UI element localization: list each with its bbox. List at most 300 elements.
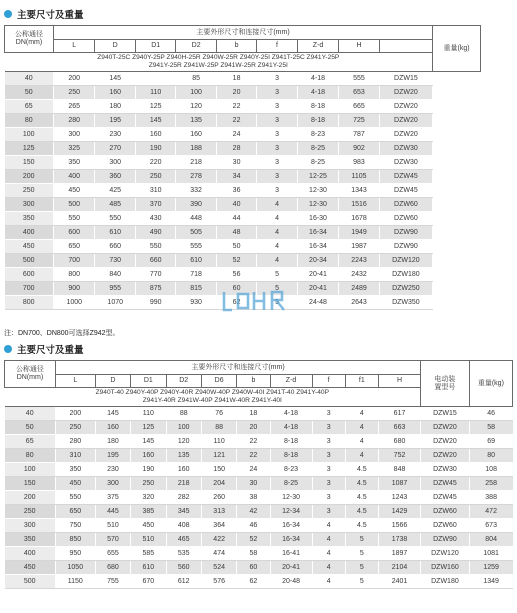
- table-cell: 510: [95, 519, 130, 533]
- table-cell: 8-25: [297, 142, 339, 156]
- table-cell: 2489: [339, 282, 379, 296]
- column-header: D1: [135, 40, 175, 53]
- dn-cell: 600: [5, 268, 54, 282]
- table-cell: DZW20: [379, 86, 432, 100]
- table-cell: DZW20: [421, 435, 470, 449]
- table-cell: 350: [53, 156, 95, 170]
- table-cell: 60: [237, 561, 270, 575]
- table-cell: 3: [257, 156, 297, 170]
- table-cell: DZW45: [421, 491, 470, 505]
- table-cell: 8-25: [270, 477, 312, 491]
- header-device-label2: 置型号: [434, 383, 456, 391]
- dn-cell: 400: [5, 226, 54, 240]
- table-cell: 653: [339, 86, 379, 100]
- table-cell: 4-18: [297, 72, 339, 86]
- table-cell: 4: [345, 449, 378, 463]
- table-cell: 360: [95, 170, 135, 184]
- table-cell: 3: [257, 184, 297, 198]
- table-cell: 612: [166, 575, 201, 589]
- table-cell: 4.5: [345, 491, 378, 505]
- table-cell: DZW20: [379, 128, 432, 142]
- table-cell: 930: [176, 296, 216, 310]
- header-main-dimensions: 主要外形尺寸和连接尺寸(mm): [53, 26, 432, 40]
- table-cell: 4: [312, 533, 345, 547]
- table-cell: 145: [95, 407, 130, 421]
- column-header: D: [95, 375, 130, 388]
- table-cell: 278: [176, 170, 216, 184]
- dn-cell: 250: [5, 505, 56, 519]
- table-row: [5, 407, 513, 421]
- header-dn-unit: DN(mm): [15, 39, 43, 46]
- table-cell: 610: [131, 561, 166, 575]
- table-row: [5, 533, 513, 547]
- table-cell: 875: [135, 282, 175, 296]
- table-cell: 265: [53, 100, 95, 114]
- column-header: f1: [345, 375, 378, 388]
- table-cell: 5: [345, 561, 378, 575]
- column-header: b: [216, 40, 256, 53]
- table-row: [5, 477, 513, 491]
- table-cell: 4: [257, 240, 297, 254]
- table-cell: 600: [53, 226, 95, 240]
- table-cell: DZW60: [421, 519, 470, 533]
- table-row: [5, 184, 513, 198]
- header-weight: 重量(kg): [433, 26, 481, 72]
- table-cell: 88: [201, 421, 236, 435]
- dn-cell: 350: [5, 212, 54, 226]
- table-cell: 80: [469, 449, 512, 463]
- table-cell: 16-34: [270, 533, 312, 547]
- table-cell: 535: [166, 547, 201, 561]
- table-cell: 1897: [378, 547, 420, 561]
- column-header: f: [312, 375, 345, 388]
- table-cell: 250: [53, 86, 95, 100]
- table-cell: 50: [216, 240, 256, 254]
- table-cell: DZW60: [379, 212, 432, 226]
- table-cell: DZW120: [421, 547, 470, 561]
- table-cell: DZW350: [379, 296, 432, 310]
- table-cell: 313: [201, 505, 236, 519]
- table-cell: 3: [312, 421, 345, 435]
- table-cell: 4.5: [345, 463, 378, 477]
- table-cell: 4: [345, 421, 378, 435]
- table-cell: 3: [257, 142, 297, 156]
- table-cell: 20: [216, 86, 256, 100]
- table-cell: DZW90: [421, 533, 470, 547]
- table-cell: 190: [131, 463, 166, 477]
- table-cell: 408: [166, 519, 201, 533]
- table-cell: 2401: [378, 575, 420, 589]
- dn-cell: 125: [5, 142, 54, 156]
- table-cell: 100: [166, 421, 201, 435]
- table-cell: 58: [469, 421, 512, 435]
- table-cell: 555: [339, 72, 379, 86]
- table-cell: 145: [135, 114, 175, 128]
- table-cell: 5: [345, 575, 378, 589]
- dn-cell: 100: [5, 128, 54, 142]
- table-cell: 4: [257, 212, 297, 226]
- table-cell: 670: [131, 575, 166, 589]
- table-cell: 300: [53, 128, 95, 142]
- table-cell: 375: [95, 491, 130, 505]
- table-cell: 88: [166, 407, 201, 421]
- table-cell: 325: [53, 142, 95, 156]
- table-cell: 665: [339, 100, 379, 114]
- dn-cell: 300: [5, 198, 54, 212]
- dn-cell: 200: [5, 170, 54, 184]
- table-cell: 282: [166, 491, 201, 505]
- blue-dot-icon: [4, 10, 12, 18]
- table-cell: 576: [201, 575, 236, 589]
- table-cell: 16-30: [297, 212, 339, 226]
- table-cell: 195: [95, 114, 135, 128]
- table-cell: 1243: [378, 491, 420, 505]
- table-cell: 258: [469, 477, 512, 491]
- table-cell: 320: [131, 491, 166, 505]
- table-cell: 42: [237, 505, 270, 519]
- table-cell: 8-23: [270, 463, 312, 477]
- table-cell: 490: [135, 226, 175, 240]
- table-cell: 4.5: [345, 519, 378, 533]
- table-cell: 770: [135, 268, 175, 282]
- table-cell: 250: [55, 421, 95, 435]
- spec-table-1: [4, 25, 513, 310]
- table-cell: 900: [53, 282, 95, 296]
- table-cell: 24: [237, 463, 270, 477]
- table-row: [5, 561, 513, 575]
- table-cell: 345: [166, 505, 201, 519]
- table-cell: 448: [176, 212, 216, 226]
- column-header: L: [55, 375, 95, 388]
- table-cell: DZW30: [379, 156, 432, 170]
- table-cell: 46: [237, 519, 270, 533]
- column-header: f: [257, 40, 297, 53]
- table-cell: DZW45: [379, 170, 432, 184]
- table-cell: 2104: [378, 561, 420, 575]
- table-cell: 100: [176, 86, 216, 100]
- table-cell: DZW60: [421, 505, 470, 519]
- column-header: D: [95, 40, 135, 53]
- table-cell: 4: [312, 575, 345, 589]
- table-cell: 680: [95, 561, 130, 575]
- table-cell: 663: [378, 421, 420, 435]
- table-cell: 22: [216, 100, 256, 114]
- table-cell: DZW20: [421, 421, 470, 435]
- header-main-dimensions: 主要外形尺寸和连接尺寸(mm): [55, 361, 420, 375]
- blue-dot-icon: [4, 345, 12, 353]
- table-cell: 62: [237, 575, 270, 589]
- table-cell: 52: [237, 533, 270, 547]
- model-line-1: Z940T-25C Z940Y-25P Z940H-25R Z940W-25R Z940Y-25I Z941T-25C Z941Y-25P: [97, 54, 340, 61]
- table-cell: 804: [469, 533, 512, 547]
- table-cell: 135: [166, 449, 201, 463]
- table-cell: 385: [131, 505, 166, 519]
- table-row: [5, 268, 513, 282]
- table-cell: 16-34: [270, 519, 312, 533]
- table-cell: 680: [378, 435, 420, 449]
- table-cell: DZW180: [379, 268, 432, 282]
- table-cell: 465: [166, 533, 201, 547]
- table-cell: 430: [135, 212, 175, 226]
- table-cell: 510: [131, 533, 166, 547]
- table-cell: 505: [176, 226, 216, 240]
- model-list: [5, 53, 433, 72]
- table-cell: [135, 72, 175, 86]
- table-row: [5, 491, 513, 505]
- table-cell: 950: [55, 547, 95, 561]
- table-cell: 1105: [339, 170, 379, 184]
- table-cell: 4: [257, 198, 297, 212]
- table-cell: 422: [201, 533, 236, 547]
- column-header: D6: [201, 375, 236, 388]
- table-cell: DZW120: [379, 254, 432, 268]
- table-cell: DZW15: [379, 72, 432, 86]
- table-cell: 848: [378, 463, 420, 477]
- table-cell: 44: [216, 212, 256, 226]
- table-cell: 1349: [469, 575, 512, 589]
- table-cell: 350: [55, 463, 95, 477]
- table-cell: 840: [95, 268, 135, 282]
- table-cell: 300: [95, 156, 135, 170]
- dn-cell: 350: [5, 533, 56, 547]
- table-cell: 135: [176, 114, 216, 128]
- table-cell: 160: [176, 128, 216, 142]
- table-cell: 2243: [339, 254, 379, 268]
- table-cell: 8-18: [270, 449, 312, 463]
- table-cell: 1429: [378, 505, 420, 519]
- table-cell: DZW45: [379, 184, 432, 198]
- dn-cell: 500: [5, 575, 56, 589]
- table-cell: 450: [131, 519, 166, 533]
- table-cell: 730: [95, 254, 135, 268]
- table-cell: 125: [131, 421, 166, 435]
- dn-cell: 150: [5, 477, 56, 491]
- table-row: [5, 72, 513, 86]
- table-cell: 1678: [339, 212, 379, 226]
- table-cell: 16-41: [270, 547, 312, 561]
- table-cell: 5: [257, 282, 297, 296]
- table-cell: 188: [176, 142, 216, 156]
- table-cell: 3: [257, 86, 297, 100]
- table-cell: DZW90: [379, 240, 432, 254]
- table-cell: 16-34: [297, 226, 339, 240]
- table-cell: 3: [312, 477, 345, 491]
- table-row: [5, 212, 513, 226]
- table-row: [5, 254, 513, 268]
- dn-cell: 700: [5, 282, 54, 296]
- table-cell: 250: [131, 477, 166, 491]
- table-row: [5, 156, 513, 170]
- table-cell: 20: [237, 421, 270, 435]
- table-cell: DZW250: [379, 282, 432, 296]
- table-cell: 610: [176, 254, 216, 268]
- table-cell: 310: [135, 184, 175, 198]
- table-cell: 12-30: [297, 184, 339, 198]
- table-cell: 108: [469, 463, 512, 477]
- table-cell: 750: [55, 519, 95, 533]
- table-cell: 1987: [339, 240, 379, 254]
- table-cell: 270: [95, 142, 135, 156]
- table-cell: 120: [176, 100, 216, 114]
- table-cell: 524: [201, 561, 236, 575]
- table-cell: 8-18: [297, 114, 339, 128]
- column-header: D2: [176, 40, 216, 53]
- table-cell: 755: [95, 575, 130, 589]
- table-cell: 1050: [55, 561, 95, 575]
- table-cell: 5: [257, 268, 297, 282]
- table-cell: 22: [237, 435, 270, 449]
- table-cell: 58: [237, 547, 270, 561]
- table-cell: 12-30: [297, 198, 339, 212]
- table-cell: 218: [176, 156, 216, 170]
- table-cell: 34: [216, 170, 256, 184]
- model-line-1: Z940T-40 Z940Y-40P Z940Y-40R Z940W-40P Z940W-40I Z941T-40 Z941Y-40P: [95, 389, 329, 396]
- table-cell: 60: [216, 282, 256, 296]
- table-cell: 280: [53, 114, 95, 128]
- table-cell: DZW30: [421, 463, 470, 477]
- table-cell: 1516: [339, 198, 379, 212]
- table-cell: 3: [312, 463, 345, 477]
- spec-table-2: [4, 360, 513, 589]
- table-cell: 902: [339, 142, 379, 156]
- table-cell: 160: [166, 463, 201, 477]
- table-cell: 550: [55, 491, 95, 505]
- table-cell: 5: [345, 533, 378, 547]
- table-cell: 220: [135, 156, 175, 170]
- table-row: [5, 100, 513, 114]
- column-header: H: [378, 375, 420, 388]
- table-cell: 20-34: [297, 254, 339, 268]
- dn-cell: 450: [5, 561, 56, 575]
- table-cell: 787: [339, 128, 379, 142]
- table-cell: 425: [95, 184, 135, 198]
- table-cell: 46: [469, 407, 512, 421]
- table-cell: 4: [257, 254, 297, 268]
- table-row: [5, 198, 513, 212]
- table-cell: 850: [55, 533, 95, 547]
- table-cell: 76: [201, 407, 236, 421]
- header-dn-label: 公称通径: [15, 366, 44, 373]
- table-row: [5, 240, 513, 254]
- table-cell: 560: [166, 561, 201, 575]
- table-cell: 56: [216, 268, 256, 282]
- table-cell: 24: [216, 128, 256, 142]
- table-cell: 550: [135, 240, 175, 254]
- dn-cell: 250: [5, 184, 54, 198]
- table-cell: 3: [312, 435, 345, 449]
- dn-cell: 150: [5, 156, 54, 170]
- table-cell: 230: [95, 128, 135, 142]
- table-cell: 4.5: [345, 477, 378, 491]
- table-cell: 8-18: [270, 435, 312, 449]
- table-row: [5, 449, 513, 463]
- table-cell: 650: [55, 505, 95, 519]
- table-cell: 38: [237, 491, 270, 505]
- column-header: H: [339, 40, 379, 53]
- table-cell: 69: [469, 435, 512, 449]
- header-device: [421, 361, 470, 407]
- table-cell: 85: [176, 72, 216, 86]
- table-cell: DZW45: [421, 477, 470, 491]
- table-cell: DZW20: [379, 114, 432, 128]
- table-cell: 655: [95, 547, 130, 561]
- table-cell: 400: [53, 170, 95, 184]
- table-cell: 4: [312, 561, 345, 575]
- header-dn: [5, 361, 56, 388]
- dn-cell: 80: [5, 114, 54, 128]
- table-cell: 3: [312, 491, 345, 505]
- table-cell: 204: [201, 477, 236, 491]
- dn-cell: 100: [5, 463, 56, 477]
- table-row: [5, 463, 513, 477]
- table-row: [5, 114, 513, 128]
- table-cell: 5: [257, 296, 297, 310]
- table-cell: 650: [53, 240, 95, 254]
- header-device-label: 电动装: [434, 375, 456, 383]
- table-row: [5, 547, 513, 561]
- header-dn-unit: DN(mm): [16, 374, 44, 381]
- table-row: [5, 282, 513, 296]
- table-cell: 585: [131, 547, 166, 561]
- table-cell: 3: [257, 114, 297, 128]
- column-header: D1: [131, 375, 166, 388]
- table-row: [5, 226, 513, 240]
- table-cell: 52: [216, 254, 256, 268]
- table-cell: 280: [55, 435, 95, 449]
- table-cell: DZW20: [421, 449, 470, 463]
- section-title-text: 主要尺寸及重量: [17, 345, 84, 356]
- column-header: Z-d: [270, 375, 312, 388]
- section-title-2: [4, 343, 84, 355]
- dn-cell: 450: [5, 240, 54, 254]
- table-cell: 18: [216, 72, 256, 86]
- table-cell: 700: [53, 254, 95, 268]
- header-dn: [5, 26, 54, 53]
- table-cell: 550: [53, 212, 95, 226]
- table-cell: 4-18: [297, 86, 339, 100]
- table-cell: 3: [257, 170, 297, 184]
- table-cell: 22: [237, 449, 270, 463]
- table-cell: 485: [95, 198, 135, 212]
- table-cell: 12-25: [297, 170, 339, 184]
- table-cell: 40: [216, 198, 256, 212]
- table-cell: 2643: [339, 296, 379, 310]
- table-cell: 332: [176, 184, 216, 198]
- table-cell: 955: [95, 282, 135, 296]
- table-cell: 230: [95, 463, 130, 477]
- header-weight: 重量(kg): [469, 361, 512, 407]
- table-cell: 570: [95, 533, 130, 547]
- table-cell: 815: [176, 282, 216, 296]
- column-header: b: [237, 375, 270, 388]
- table-cell: 474: [201, 547, 236, 561]
- table-row: [5, 142, 513, 156]
- model-line-2: Z941Y-40R Z941W-40P Z941W-40R Z941Y-40I: [142, 397, 282, 404]
- table-cell: 3: [257, 72, 297, 86]
- dn-cell: 80: [5, 449, 56, 463]
- footnote: 注：DN700、DN800可选择Z942型。: [4, 330, 120, 337]
- table-cell: 160: [95, 86, 135, 100]
- dn-cell: 800: [5, 296, 54, 310]
- table-cell: 200: [53, 72, 95, 86]
- table-cell: 5: [345, 547, 378, 561]
- table-cell: 3: [312, 505, 345, 519]
- table-cell: 160: [131, 449, 166, 463]
- table-cell: 673: [469, 519, 512, 533]
- table-cell: 3: [312, 449, 345, 463]
- table-cell: 660: [135, 254, 175, 268]
- table-cell: 190: [135, 142, 175, 156]
